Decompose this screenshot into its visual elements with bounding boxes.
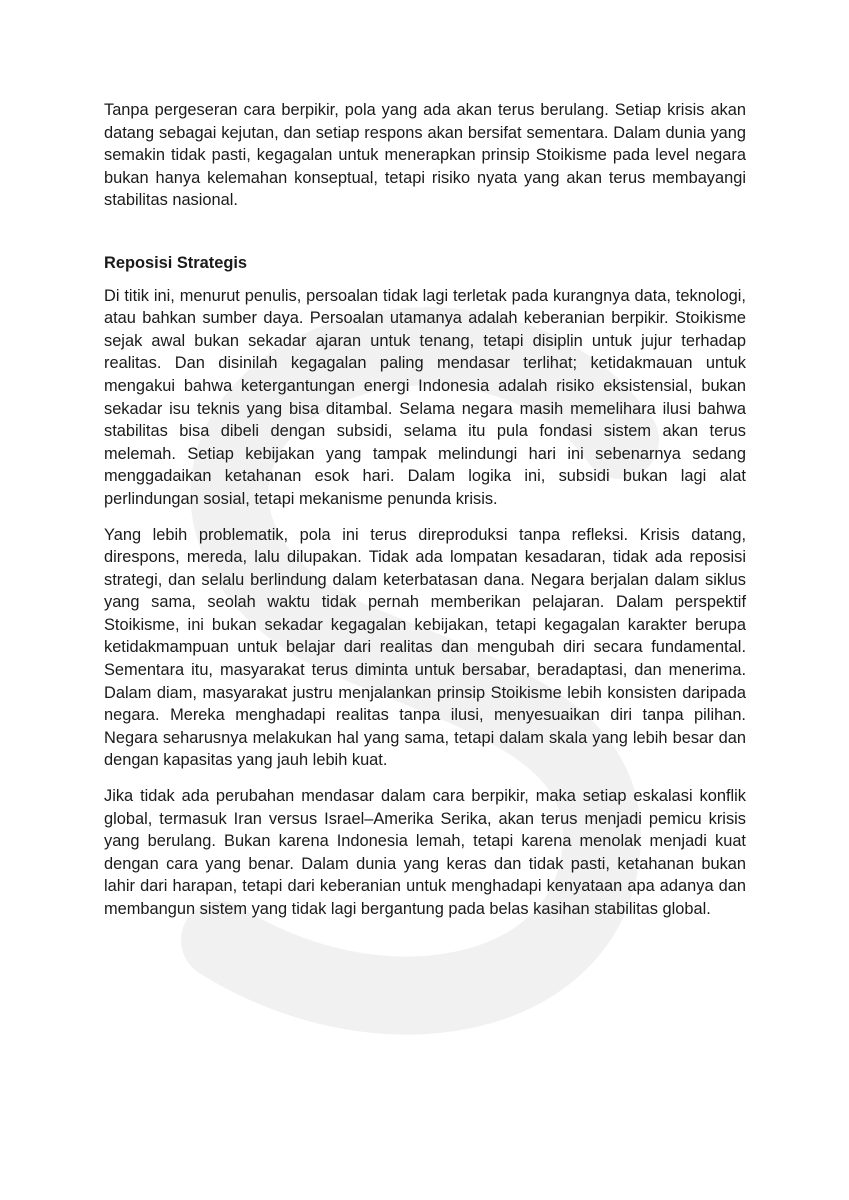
body-paragraph: Di titik ini, menurut penulis, persoalan tidak lagi terletak pada kurangnya data, teknologi, atau bahkan sumber daya. Persoalan utamanya adalah keberanian berpikir. Stoikisme sejak awal bukan sekadar ajaran untuk tenang, tetapi disiplin untuk jujur terhadap realitas. Dan disinilah kegagalan paling mendasar terlihat; ketidakmauan untuk mengakui bahwa ketergantungan energi Indonesia adalah risiko eksistensial, bukan sekadar isu teknis yang bisa ditambal. Selama negara masih memelihara ilusi bahwa stabilitas bisa dibeli dengan subsidi, selama itu pula fondasi sistem akan terus melemah. Setiap kebijakan yang tampak melindungi hari ini sebenarnya sedang menggadaikan ketahanan esok hari. Dalam logika ini, subsidi bukan lagi alat perlindungan sosial, tetapi mekanisme penunda krisis. bbox=[104, 286, 746, 508]
body-paragraph: Yang lebih problematik, pola ini terus direproduksi tanpa refleksi. Krisis datang, direspons, mereda, lalu dilupakan. Tidak ada lompatan kesadaran, tidak ada reposisi strategi, dan selalu berlindung dalam keterbatasan dana. Negara berjalan dalam siklus yang sama, seolah waktu tidak pernah memberikan pelajaran. Dalam perspektif Stoikisme, ini bukan sekadar kegagalan kebijakan, tetapi kegagalan karakter berupa ketidakmampuan untuk belajar dari realitas dan mengubah diri secara fundamental. Sementara itu, masyarakat terus diminta untuk bersabar, beradaptasi, dan menerima. Dalam diam, masyarakat justru menjalankan prinsip Stoikisme lebih konsisten daripada negara. Mereka menghadapi realitas tanpa ilusi, menyesuaikan diri tanpa pilihan. Negara seharusnya melakukan hal yang sama, tetapi dalam skala yang lebih besar dan dengan kapasitas yang jauh lebih kuat. bbox=[104, 525, 746, 770]
document-body bbox=[104, 99, 746, 921]
section-heading: Reposisi Strategis bbox=[104, 253, 248, 272]
intro-paragraph: Tanpa pergeseran cara berpikir, pola yang ada akan terus berulang. Setiap krisis akan datang sebagai kejutan, dan setiap respons akan bersifat sementara. Dalam dunia yang semakin tidak pasti, kegagalan untuk menerapkan prinsip Stoikisme pada level negara bukan hanya kelemahan konseptual, tetapi risiko nyata yang akan terus membayangi stabilitas nasional. bbox=[104, 101, 746, 210]
body-paragraph: Jika tidak ada perubahan mendasar dalam cara berpikir, maka setiap eskalasi konflik global, termasuk Iran versus Israel–Amerika Serika, akan terus menjadi pemicu krisis yang berulang. Bukan karena Indonesia lemah, tetapi karena menolak menjadi kuat dengan cara yang benar. Dalam dunia yang keras dan tidak pasti, ketahanan bukan lahir dari harapan, tetapi dari keberanian untuk menghadapi kenyataan apa adanya dan membangun sistem yang tidak lagi bergantung pada belas kasihan stabilitas global. bbox=[104, 787, 746, 918]
